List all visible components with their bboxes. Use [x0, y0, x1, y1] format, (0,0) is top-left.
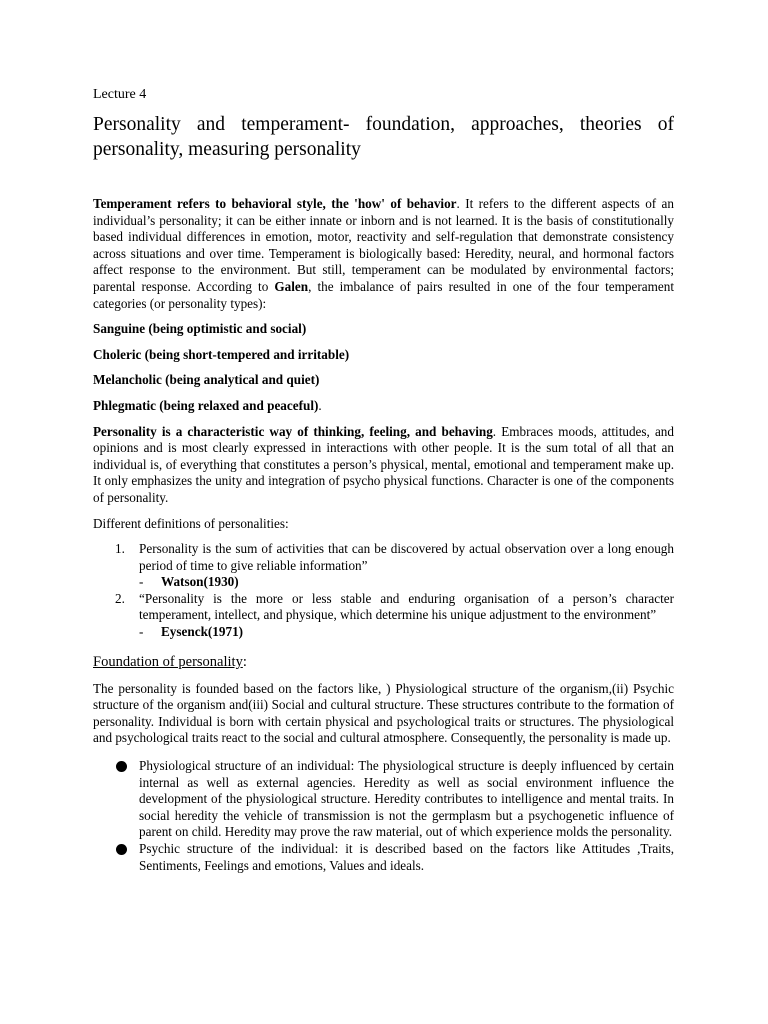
definitions-list — [93, 541, 674, 641]
definition-text: Personality is the sum of activities that can be discovered by actual observation over a long enough period of time to give reliable information” — [139, 541, 674, 573]
temperament-definition: Temperament refers to behavioral style, the 'how' of behavior — [93, 196, 457, 211]
definition-number: 1. — [115, 541, 125, 557]
definition-author: Watson(1930) — [161, 574, 239, 590]
foundation-heading-text: Foundation of personality — [93, 653, 243, 670]
temperament-type-choleric: Choleric (being short-tempered and irritable) — [93, 346, 350, 362]
definition-item — [93, 591, 674, 641]
foundation-bullet-list — [93, 758, 674, 874]
foundation-heading — [93, 653, 674, 671]
phlegmatic-period: . — [318, 397, 322, 413]
bullet-dot-icon — [116, 761, 127, 772]
temperament-type-phlegmatic — [93, 398, 674, 415]
page-title: Personality and temperament- foundation, approaches, theories of personality, measuring personality — [93, 114, 674, 160]
bullet-dot-icon — [116, 844, 127, 855]
lecture-label: Lecture 4 — [93, 87, 147, 102]
attribution-dash: - — [139, 624, 144, 640]
bullet-text: Physiological structure of an individual: The physiological structure is deeply influenced by certain internal as well as external agencies. Heredity as well as social environment influence the development of the physiological structure. Heredity contributes to intelligence and mental traits. In social heredity the vehicle of transmission is not the germplasm but a psychogenetic influence of parent on child. Heredity may prove the raw material, out of which experience molds the personality. — [139, 758, 674, 840]
temperament-type-sanguine: Sanguine (being optimistic and social) — [93, 321, 307, 337]
temperament-tail: , the imbalance of pairs resulted in one of the four temperament categories (or personality types): — [93, 278, 674, 311]
list-item — [93, 841, 674, 874]
list-item — [93, 758, 674, 841]
personality-body: . Embraces moods, attitudes, and opinions and is most clearly expressed in interactions with other people. It is the sum total of all that an individual is, of everything that constitutes a person’s physical, mental, emotional and temperament make up. It only emphasizes the unity and integration of psycho physical functions. Character is one of the components of personality. — [93, 423, 674, 505]
definition-attribution — [139, 574, 674, 591]
attribution-dash: - — [139, 574, 144, 590]
definition-attribution — [139, 624, 674, 641]
personality-definition: Personality is a characteristic way of thinking, feeling, and behaving — [93, 423, 493, 439]
temperament-body: . It refers to the different aspects of an individual’s personality; it can be either innate or inborn and is not learned. It is the basis of constitutionally based individual differences in emotion, motor, reactivity and self-regulation that demonstrate consistency across situations and over time. Temperament is biologically based: Heredity, neural, and hormonal factors affect response to the environment. But still, temperament can be modulated by environmental factors; parental response. According to — [93, 196, 675, 294]
definition-item — [93, 541, 674, 591]
definitions-intro: Different definitions of personalities: — [93, 515, 289, 531]
definition-text: “Personality is the more or less stable and enduring organisation of a person’s character temperament, intellect, and physique, which determine his unique adjustment to the environment” — [139, 590, 674, 623]
definition-author: Eysenck(1971) — [161, 624, 244, 640]
galen-name: Galen — [274, 278, 309, 294]
document-page — [93, 86, 674, 874]
temperament-type-melancholic: Melancholic (being analytical and quiet) — [93, 372, 320, 388]
foundation-heading-colon: : — [242, 653, 247, 670]
temperament-paragraph — [93, 196, 674, 312]
definition-number: 2. — [115, 590, 125, 606]
foundation-paragraph: The personality is founded based on the factors like, ) Physiological structure of the organism,(ii) Psychic structure of the organism and(iii) Social and cultural structure. These structures contribute to the formation of personality. Individual is born with certain physical and psychological traits or structures. The physiological and psychological traits react to the social and cultural atmosphere. Consequently, the personality is made up. — [93, 680, 674, 746]
phlegmatic-label: Phlegmatic (being relaxed and peaceful) — [93, 397, 319, 413]
bullet-text: Psychic structure of the individual: it is described based on the factors like Attitudes ,Traits, Sentiments, Feelings and emotions, Values and ideals. — [139, 841, 674, 873]
personality-paragraph — [93, 424, 674, 507]
